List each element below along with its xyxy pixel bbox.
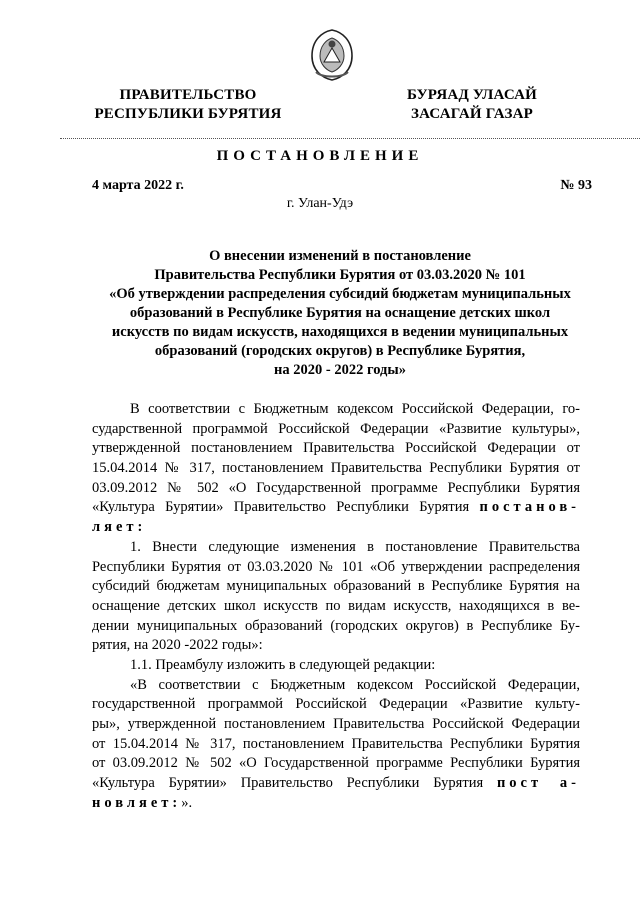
body-line: 15.04.2014 № 317, постановлением Правительства Республики Бурятия от	[92, 460, 580, 477]
body-line: рятия, на 2020 -2022 годы»:	[92, 637, 263, 654]
body-line: утвержденной постановлением Правительства Российской Федерации от	[92, 440, 580, 457]
government-name-line: ПРАВИТЕЛЬСТВО	[119, 87, 257, 103]
body-line: 1. Внести следующие изменения в постановление Правительства	[130, 538, 580, 555]
coat-of-arms-icon	[306, 26, 358, 82]
body-line: сударственной программой Российской Федерации «Развитие культуры»,	[92, 420, 580, 437]
body-line: «В соответствии с Бюджетным кодексом Российской Федерации,	[130, 676, 580, 693]
body-line: субсидий бюджетам муниципальных образований в Республике Бурятия на	[92, 578, 580, 595]
title-line: искусств по видам искусств, находящихся в ведении муниципальных	[111, 324, 569, 340]
body-line: дении муниципальных образований (городских округов) в Республике Бу-	[92, 617, 580, 634]
document-date: 4 марта 2022 г.	[92, 178, 184, 193]
resolution-word: постанов-	[479, 499, 580, 516]
document-type: ПОСТАНОВЛЕНИЕ	[216, 148, 424, 164]
body-line: 1.1. Преамбулу изложить в следующей редакции:	[130, 656, 436, 673]
government-name-line: РЕСПУБЛИКИ БУРЯТИЯ	[94, 106, 282, 122]
title-line: О внесении изменений в постановление	[209, 248, 471, 264]
header-divider	[60, 138, 640, 139]
resolution-word: пост а-	[496, 775, 581, 792]
body-text-run: ».	[181, 794, 193, 811]
document-city: г. Улан-Удэ	[286, 196, 354, 211]
body-line: от 03.09.2012 № 502 «О Государственной программе Республики Бурятия	[92, 755, 580, 772]
government-name-line: БУРЯАД УЛАСАЙ	[406, 87, 538, 103]
body-line	[92, 774, 580, 794]
body-text-run: «Культура Бурятии» Правительство Республики Бурятия	[92, 499, 470, 516]
resolution-word: новляет:	[92, 794, 182, 811]
government-name-bua	[392, 86, 552, 124]
title-line: на 2020 - 2022 годы»	[274, 362, 406, 378]
document-number: № 93	[560, 178, 592, 193]
title-line: образований в Республике Бурятия на оснащение детских школ	[129, 305, 551, 321]
resolution-word: ляет:	[92, 519, 147, 536]
body-line: ры», утвержденной постановлением Правительства Российской Федерации	[92, 716, 580, 732]
government-name-line: ЗАСАГАЙ ГАЗАР	[411, 106, 533, 122]
body-line	[92, 794, 580, 814]
government-name-ru	[88, 86, 288, 124]
document-title	[80, 247, 600, 380]
body-line	[92, 498, 580, 518]
body-text-run: «Культура Бурятии» Правительство Республики Бурятия	[92, 775, 484, 792]
body-line: государственной программой Российской Федерации «Развитие культу-	[92, 696, 580, 713]
body-line: от 15.04.2014 № 317, постановлением Правительства Республики Бурятия	[92, 735, 580, 752]
body-line	[92, 518, 580, 538]
document-body	[92, 400, 580, 813]
title-line: образований (городских округов) в Республике Бурятия,	[154, 343, 526, 359]
body-line: оснащение детских школ искусств по видам искусств, находящихся в ве-	[92, 597, 580, 614]
title-line: Правительства Республики Бурятия от 03.03.2020 № 101	[154, 267, 526, 283]
body-line: В соответствии с Бюджетным кодексом Российской Федерации, го-	[130, 401, 580, 417]
title-line: «Об утверждении распределения субсидий бюджетам муниципальных	[109, 286, 571, 302]
body-line: 03.09.2012 № 502 «О Государственной программе Республики Бурятия	[92, 479, 580, 496]
body-line: Республики Бурятия от 03.03.2020 № 101 «Об утверждении распределения	[92, 558, 580, 575]
